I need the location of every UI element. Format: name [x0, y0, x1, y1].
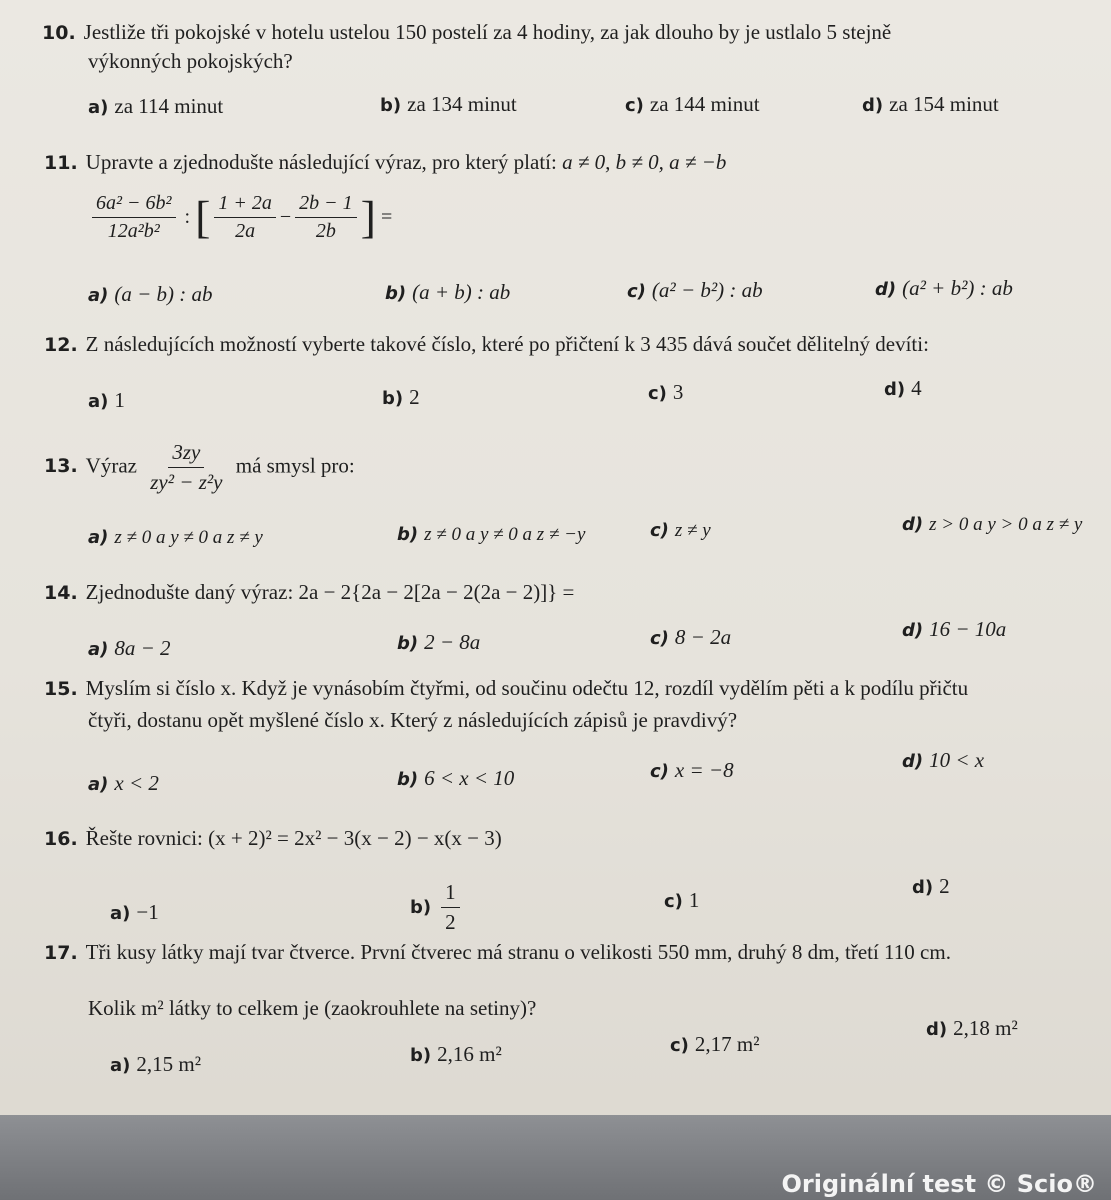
q12-option-c[interactable]: c) 3: [648, 380, 684, 404]
question-17-text-line1: Tři kusy látky mají tvar čtverce. První čtverec má stranu o velikosti 550 mm, druhý 8 dm, třetí 110 cm.: [85, 940, 951, 964]
question-11-text: Upravte a zjednodušte následující výraz, pro který platí:: [85, 150, 557, 174]
q13-option-c[interactable]: c) z ≠ y: [650, 520, 711, 541]
question-14: 14. Zjednodušte daný výraz: 2a − 2{2a − 2[2a − 2(2a − 2)]} =: [44, 580, 575, 604]
q12-option-a[interactable]: a) 1: [88, 388, 125, 412]
q11-option-a[interactable]: a) (a − b) : ab: [88, 282, 213, 306]
q11-option-b[interactable]: b) (a + b) : ab: [385, 280, 511, 304]
q16-option-d[interactable]: d) 2: [912, 874, 950, 898]
question-13-fraction: $\frac{3zy}{\text{zy² − z²y}}$: [150, 440, 223, 494]
q17-option-b[interactable]: b) 2,16 m²: [410, 1042, 502, 1066]
fraction-2: $\frac{1 + 2a}{2a}$: [214, 192, 276, 243]
q12-option-b[interactable]: b) 2: [382, 385, 420, 409]
question-11-condition: a ≠ 0, b ≠ 0, a ≠ −b: [562, 150, 727, 174]
q16-option-a[interactable]: a) −1: [110, 900, 159, 924]
q12-option-d[interactable]: d) 4: [884, 376, 922, 400]
q17-option-a[interactable]: a) 2,15 m²: [110, 1052, 202, 1076]
question-13-pre: Výraz: [85, 453, 137, 478]
q14-option-d[interactable]: d) 16 − 10a: [902, 617, 1007, 641]
footer-band: [0, 1115, 1111, 1200]
question-15-text-line1: Myslím si číslo x. Když je vynásobím čtyřmi, od součinu odečtu 12, rozdíl vydělím pěti a k podílu přičtu: [85, 676, 969, 700]
question-17-text-line2: Kolik m² látky to celkem je (zaokrouhlete na setiny)?: [88, 996, 537, 1020]
left-bracket: [: [195, 191, 211, 243]
q10-option-c[interactable]: c) za 144 minut: [625, 92, 760, 116]
question-11: 11. Upravte a zjednodušte následující výraz, pro který platí: a ≠ 0, b ≠ 0, a ≠ −b: [44, 150, 727, 174]
question-13-post: má smysl pro:: [235, 453, 355, 478]
question-14-text: Zjednodušte daný výraz: 2a − 2{2a − 2[2a − 2(2a − 2)]} =: [85, 580, 575, 604]
q14-option-c[interactable]: c) 8 − 2a: [650, 625, 732, 649]
q10-option-a[interactable]: a) za 114 minut: [88, 94, 224, 118]
question-10: 10. Jestliže tři pokojské v hotelu ustelou 150 postelí za 4 hodiny, za jak dlouho by je ustlalo 5 stejně: [42, 20, 892, 44]
question-17: 17. Tři kusy látky mají tvar čtverce. První čtverec má stranu o velikosti 550 mm, druhý 8 dm, třetí 110 cm.: [44, 940, 951, 964]
q14-option-b[interactable]: b) 2 − 8a: [397, 630, 481, 654]
q17-option-d[interactable]: d) 2,18 m²: [926, 1016, 1018, 1040]
q15-option-b[interactable]: b) 6 < x < 10: [397, 766, 515, 790]
q16-option-b[interactable]: b) $\frac{1}{2}$: [410, 880, 464, 935]
fraction-1: $\frac{\text{6a² − 6b²}}{\text{12a²b²}}$: [92, 192, 176, 243]
question-10-text-line1: Jestliže tři pokojské v hotelu ustelou 150 postelí za 4 hodiny, za jak dlouho by je ustlalo 5 stejně: [83, 20, 892, 44]
q16-option-c[interactable]: c) 1: [664, 888, 700, 912]
q10-option-b[interactable]: b) za 134 minut: [380, 92, 517, 116]
question-12: 12. Z následujících možností vyberte takové číslo, které po přičtení k 3 435 dává součet dělitelný devíti:: [44, 332, 929, 356]
q13-option-d[interactable]: d) z > 0 a y > 0 a z ≠ y: [902, 514, 1083, 535]
q15-option-c[interactable]: c) x = −8: [650, 758, 734, 782]
q11-option-d[interactable]: d) (a² + b²) : ab: [875, 276, 1013, 300]
q17-option-c[interactable]: c) 2,17 m²: [670, 1032, 760, 1056]
footer-copyright: Originální test © Scio®: [781, 1170, 1097, 1198]
question-15: 15. Myslím si číslo x. Když je vynásobím čtyřmi, od součinu odečtu 12, rozdíl vydělím pěti a k podílu přičtu: [44, 676, 969, 700]
question-10-text-line2: výkonných pokojských?: [88, 49, 293, 73]
right-bracket: ]: [360, 191, 376, 243]
q14-option-a[interactable]: a) 8a − 2: [88, 636, 171, 660]
question-16-text: Řešte rovnici: (x + 2)² = 2x² − 3(x − 2) − x(x − 3): [85, 826, 502, 850]
question-13: 13. Výraz $\frac{3zy}{\text{zy² − z²y}}$ má smysl pro:: [44, 440, 355, 494]
fraction-3: $\frac{2b - 1}{2b}$: [295, 192, 357, 243]
q10-option-d[interactable]: d) za 154 minut: [862, 92, 999, 116]
q11-option-c[interactable]: c) (a² − b²) : ab: [627, 278, 763, 302]
q15-option-d[interactable]: d) 10 < x: [902, 748, 985, 772]
q13-option-b[interactable]: b) z ≠ 0 a y ≠ 0 a z ≠ −y: [397, 524, 586, 545]
q15-option-a[interactable]: a) x < 2: [88, 771, 159, 795]
question-15-text-line2: čtyři, dostanu opět myšlené číslo x. Který z následujících zápisů je pravdivý?: [88, 708, 738, 732]
question-12-text: Z následujících možností vyberte takové číslo, které po přičtení k 3 435 dává součet dělitelný devíti:: [85, 332, 929, 356]
q16-option-b-fraction: $\frac{1}{2}$: [441, 880, 460, 935]
question-11-expression: $\frac{\text{6a² − 6b²}}{\text{12a²b²}}$ : [ $\frac{1 + 2a}{2a}$ − $\frac{2b - 1}{2b}$ ] =: [88, 192, 392, 243]
question-16: 16. Řešte rovnici: (x + 2)² = 2x² − 3(x − 2) − x(x − 3): [44, 826, 502, 850]
q13-option-a[interactable]: a) z ≠ 0 a y ≠ 0 a z ≠ y: [88, 527, 263, 548]
